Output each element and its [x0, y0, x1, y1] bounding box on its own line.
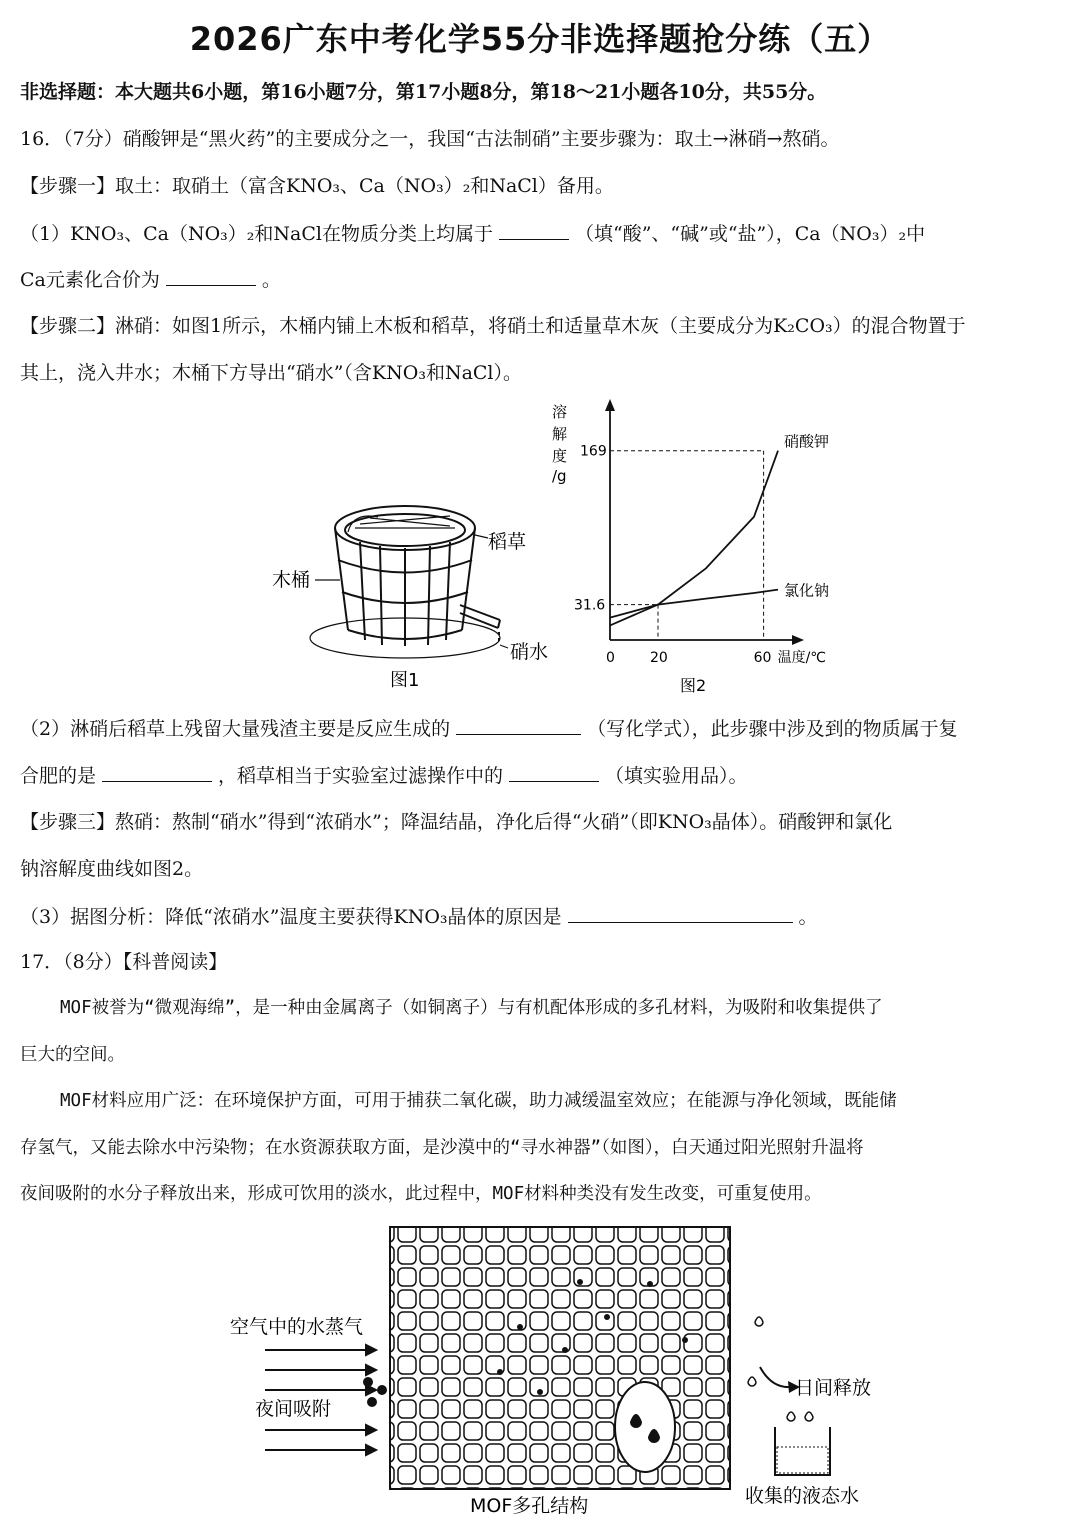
q17-para2-a: MOF材料应用广泛：在环境保护方面，可用于捕获二氧化碳，助力减缓温室效应；在能源与净化领域，既能储 — [60, 1091, 897, 1111]
answer-blank[interactable] — [509, 763, 599, 782]
series-label-1: 氯化钠 — [784, 581, 830, 600]
answer-blank[interactable] — [166, 267, 256, 286]
y-tick-label: 169 — [580, 443, 607, 460]
series-line-1 — [610, 590, 778, 618]
x-tick-label: 20 — [650, 650, 668, 666]
q17-para2-c: 夜间吸附的水分子释放出来，形成可饮用的淡水，此过程中，MOF材料种类没有发生改变，可重复使用。 — [20, 1184, 822, 1204]
q16-step2-a: 【步骤二】淋硝：如图1所示，木桶内铺上木板和稻草，将硝土和适量草木灰（主要成分为K₂CO₃）的混合物置于 — [20, 315, 966, 337]
answer-blank[interactable] — [568, 904, 793, 923]
q16-sub2-cont — [20, 763, 1065, 788]
label-day-release: 日间释放 — [795, 1377, 872, 1399]
label-night-adsorb: 夜间吸附 — [255, 1398, 332, 1420]
q16-step1: 【步骤一】取土：取硝土（富含KNO₃、Ca（NO₃）₂和NaCl）备用。 — [20, 175, 614, 197]
mof-lattice — [390, 1227, 730, 1489]
q16-sub1-text-b: （填“酸”、“碱”或“盐”），Ca（NO₃）₂中 — [574, 223, 926, 245]
q16-sub3-text-a: （3）据图分析：降低“浓硝水”温度主要获得KNO₃晶体的原因是 — [20, 906, 562, 928]
q16-sub1-text-c: Ca元素化合价为 — [20, 269, 160, 291]
q17-para1-a: MOF被誉为“微观海绵”，是一种由金属离子（如铜离子）与有机配体形成的多孔材料，为吸附和收集提供了 — [60, 998, 883, 1018]
q16-sub1-text-a: （1）KNO₃、Ca（NO₃）₂和NaCl在物质分类上均属于 — [20, 223, 493, 245]
q17-para2-b: 存氢气，又能去除水中污染物；在水资源获取方面，是沙漠中的“寻水神器”（如图），白天通过阳光照射升温将 — [20, 1138, 864, 1158]
label-straw: 稻草 — [488, 531, 527, 553]
y-label-3: 度 — [552, 447, 568, 465]
q16-sub1 — [20, 221, 1065, 246]
figure-2-solubility-chart — [540, 395, 850, 700]
label-bucket: 木桶 — [272, 569, 311, 591]
section-intro: 非选择题：本大题共6小题，第16小题7分，第17小题8分，第18～21小题各10分，共55分。 — [20, 81, 827, 103]
answer-blank[interactable] — [456, 716, 581, 735]
label-collected-water: 收集的液态水 — [745, 1485, 860, 1507]
x-axis-arrow — [792, 635, 804, 645]
figure-1-bucket — [260, 480, 560, 695]
x-axis-label: 温度/℃ — [777, 650, 827, 666]
series-label-0: 硝酸钾 — [784, 432, 830, 451]
y-tick-label: 31.6 — [574, 597, 606, 614]
release-arrow — [760, 1367, 792, 1387]
q16-sub2-text-c: 合肥的是 — [20, 765, 97, 787]
figure-2-caption: 图2 — [680, 676, 707, 695]
y-axis-arrow — [605, 399, 615, 411]
x-tick-label: 60 — [753, 650, 772, 666]
q16-sub2-text-b: （写化学式），此步骤中涉及到的物质属于复 — [587, 718, 958, 740]
q16-step2-b: 其上，浇入井水；木桶下方导出“硝水”（含KNO₃和NaCl）。 — [20, 362, 523, 384]
q16-sub1-cont — [20, 267, 1065, 292]
figure-1-caption: 图1 — [390, 670, 420, 691]
label-water-vapor: 空气中的水蒸气 — [230, 1316, 364, 1338]
y-label-4: /g — [552, 467, 567, 485]
q17-head: 17．（8分）【科普阅读】 — [20, 951, 228, 973]
q16-sub2-text-a: （2）淋硝后稻草上残留大量残渣主要是反应生成的 — [20, 718, 451, 740]
answer-blank[interactable] — [102, 763, 212, 782]
q17-para1-b: 巨大的空间。 — [20, 1045, 125, 1065]
beaker — [775, 1427, 830, 1475]
y-label-1: 溶 — [552, 403, 568, 421]
y-label-2: 解 — [552, 425, 568, 443]
q16-sub2-text-e: （填实验用品）。 — [605, 765, 748, 787]
answer-blank[interactable] — [499, 221, 569, 240]
x-tick-label: 0 — [606, 650, 615, 666]
q16-step3-a: 【步骤三】熬硝：熬制“硝水”得到“浓硝水”；降温结晶，净化后得“火硝”（即KNO₃晶体）。硝酸钾和氯化 — [20, 811, 893, 833]
q16-sub1-text-d: 。 — [261, 269, 281, 291]
label-saltwater: 硝水 — [510, 641, 549, 663]
q16-sub3-text-b: 。 — [798, 906, 818, 928]
q16-head: 16．（7分）硝酸钾是“黑火药”的主要成分之一，我国“古法制硝”主要步骤为：取土→淋硝→熬硝。 — [20, 128, 840, 150]
q16-sub2-text-d: ，稻草相当于实验室过滤操作中的 — [218, 765, 504, 787]
water-pocket — [615, 1382, 675, 1472]
figure-3-mof-structure — [220, 1222, 900, 1527]
q16-step3-b: 钠溶解度曲线如图2。 — [20, 858, 204, 880]
page-title: 2026广东中考化学55分非选择题抢分练（五） — [189, 20, 891, 58]
q16-sub2 — [20, 716, 1065, 741]
label-mof-structure: MOF多孔结构 — [470, 1495, 589, 1517]
q16-sub3 — [20, 904, 1065, 929]
